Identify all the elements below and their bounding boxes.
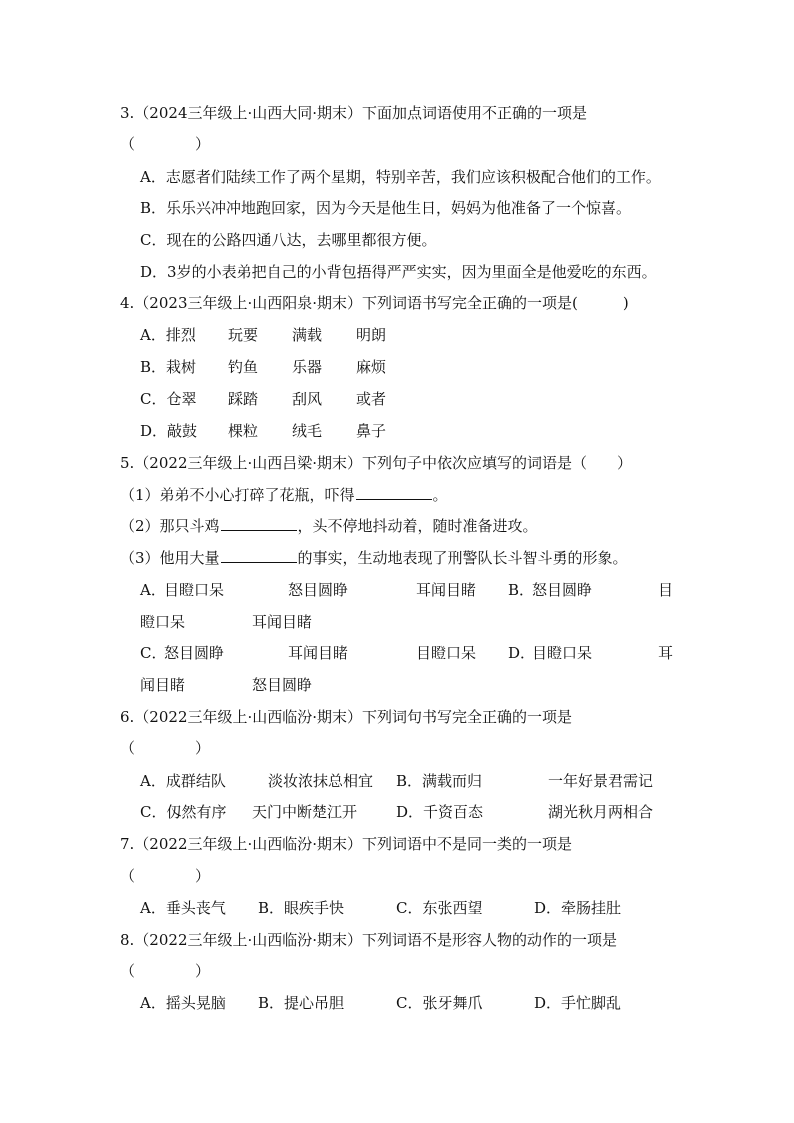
question-8-option-a: A．摇头晃脑 — [140, 994, 226, 1012]
question-5-option-d-word-3: 怒目圆睁 — [252, 676, 313, 694]
question-5-option-b-label: B． — [508, 581, 535, 599]
word-cell: 棵粒 — [228, 422, 259, 440]
word-cell: 踩踏 — [228, 390, 259, 408]
sentence-text: （1）弟弟不小心打碎了花瓶，吓得 — [120, 486, 355, 504]
word-cell: 钓鱼 — [228, 358, 259, 376]
question-8-stem: 8.（2022三年级上·山西临汾·期末）下列词语不是形容人物的动作的一项是 — [120, 931, 618, 949]
word-cell: 鼻子 — [356, 422, 387, 440]
fill-blank[interactable] — [356, 485, 432, 500]
question-8-option-b: B．提心吊胆 — [258, 994, 345, 1012]
word-cell: 绒毛 — [292, 422, 323, 440]
question-5-option-d-word-2-rest: 闻目睹 — [140, 676, 186, 694]
fill-blank[interactable] — [221, 548, 297, 563]
question-6-answer-paren: （ ） — [120, 739, 211, 757]
question-5-option-d-word-1: 目瞪口呆 — [532, 644, 593, 662]
question-5-option-b-word-1: 怒目圆睁 — [532, 581, 593, 599]
question-6-option-a-poem: 淡妆浓抹总相宜 — [268, 772, 374, 790]
question-5-option-d-label: D． — [508, 644, 536, 662]
word-cell: 或者 — [356, 390, 387, 408]
sentence-text: 的事实，生动地表现了刑警队长斗智斗勇的形象。 — [297, 549, 628, 567]
word-cell: C．仓翠 — [140, 390, 197, 408]
word-cell: 刮风 — [292, 390, 323, 408]
word-cell: 满载 — [292, 326, 323, 344]
question-3-option-b: B．乐乐兴冲冲地跑回家，因为今天是他生日，妈妈为他准备了一个惊喜。 — [140, 199, 632, 217]
question-5-option-c-word-3: 目瞪口呆 — [416, 644, 477, 662]
question-7-option-d: D．牵肠挂肚 — [534, 899, 622, 917]
question-6-option-c: C．仭然有序 — [140, 803, 227, 821]
question-5-sentence-1 — [120, 485, 448, 505]
question-5-sentence-2 — [120, 516, 538, 536]
sentence-text: （2）那只斗鸡 — [120, 517, 220, 535]
question-3-option-d: D．3岁的小表弟把自己的小背包捂得严严实实，因为里面全是他爱吃的东西。 — [140, 263, 657, 281]
question-5-sentence-3 — [120, 548, 628, 568]
question-6-option-b-poem: 一年好景君需记 — [548, 772, 654, 790]
question-5-option-a-word-1: 目瞪口呆 — [164, 581, 225, 599]
question-6-option-d-poem: 湖光秋月两相合 — [548, 803, 654, 821]
question-7-option-c: C．东张西望 — [396, 899, 483, 917]
question-5-option-b-word-3: 耳闻目睹 — [252, 613, 313, 631]
word-cell: 乐器 — [292, 358, 323, 376]
question-5-option-c-word-2: 耳闻目睹 — [288, 644, 349, 662]
question-3-stem: 3.（2024三年级上·山西大同·期末）下面加点词语使用不正确的一项是 — [120, 104, 588, 122]
question-5-option-c-word-1: 怒目圆睁 — [164, 644, 225, 662]
question-8-option-d: D．手忙脚乱 — [534, 994, 622, 1012]
question-5-option-b-word-2-rest: 瞪口呆 — [140, 613, 186, 631]
word-cell: D．敲鼓 — [140, 422, 198, 440]
question-3-option-a: A．志愿者们陆续工作了两个星期，特别辛苦，我们应该积极配合他们的工作。 — [140, 168, 661, 186]
word-cell: 玩要 — [228, 326, 259, 344]
question-7-option-b: B．眼疾手快 — [258, 899, 345, 917]
question-8-answer-paren: （ ） — [120, 962, 211, 980]
question-7-stem: 7.（2022三年级上·山西临汾·期末）下列词语中不是同一类的一项是 — [120, 835, 573, 853]
question-6-option-b: B．满载而归 — [396, 772, 483, 790]
word-cell: 明朗 — [356, 326, 387, 344]
question-3-option-c: C．现在的公路四通八达，去哪里都很方便。 — [140, 231, 437, 249]
word-cell: 麻烦 — [356, 358, 387, 376]
question-5-option-c-label: C． — [140, 644, 167, 662]
question-5-stem: 5.（2022三年级上·山西吕梁·期末）下列句子中依次应填写的词语是（ ） — [120, 454, 633, 472]
question-5-option-a-label: A． — [140, 581, 166, 599]
question-8-option-c: C．张牙舞爪 — [396, 994, 483, 1012]
question-6-option-d: D．千资百态 — [396, 803, 484, 821]
sentence-text: 。 — [432, 486, 448, 504]
question-7-answer-paren: （ ） — [120, 867, 211, 885]
word-cell: A．排烈 — [140, 326, 196, 344]
question-6-option-c-poem: 天门中断楚江开 — [252, 803, 358, 821]
question-5-option-a-word-2: 怒目圆睁 — [288, 581, 349, 599]
question-6-option-a: A．成群结队 — [140, 772, 226, 790]
question-5-option-d-word-2-start: 耳 — [658, 644, 674, 662]
question-7-option-a: A．垂头丧气 — [140, 899, 226, 917]
question-5-option-a-word-3: 耳闻目睹 — [416, 581, 477, 599]
fill-blank[interactable] — [221, 516, 297, 531]
sentence-text: （3）他用大量 — [120, 549, 220, 567]
word-cell: B．栽树 — [140, 358, 197, 376]
question-4-stem: 4.（2023三年级上·山西阳泉·期末）下列词语书写完全正确的一项是( ) — [120, 294, 629, 312]
sentence-text: ，头不停地抖动着，随时准备进攻。 — [297, 517, 538, 535]
question-5-option-b-word-2-start: 目 — [658, 581, 674, 599]
question-3-answer-paren: （ ） — [120, 135, 211, 153]
question-6-stem: 6.（2022三年级上·山西临汾·期末）下列词句书写完全正确的一项是 — [120, 708, 573, 726]
